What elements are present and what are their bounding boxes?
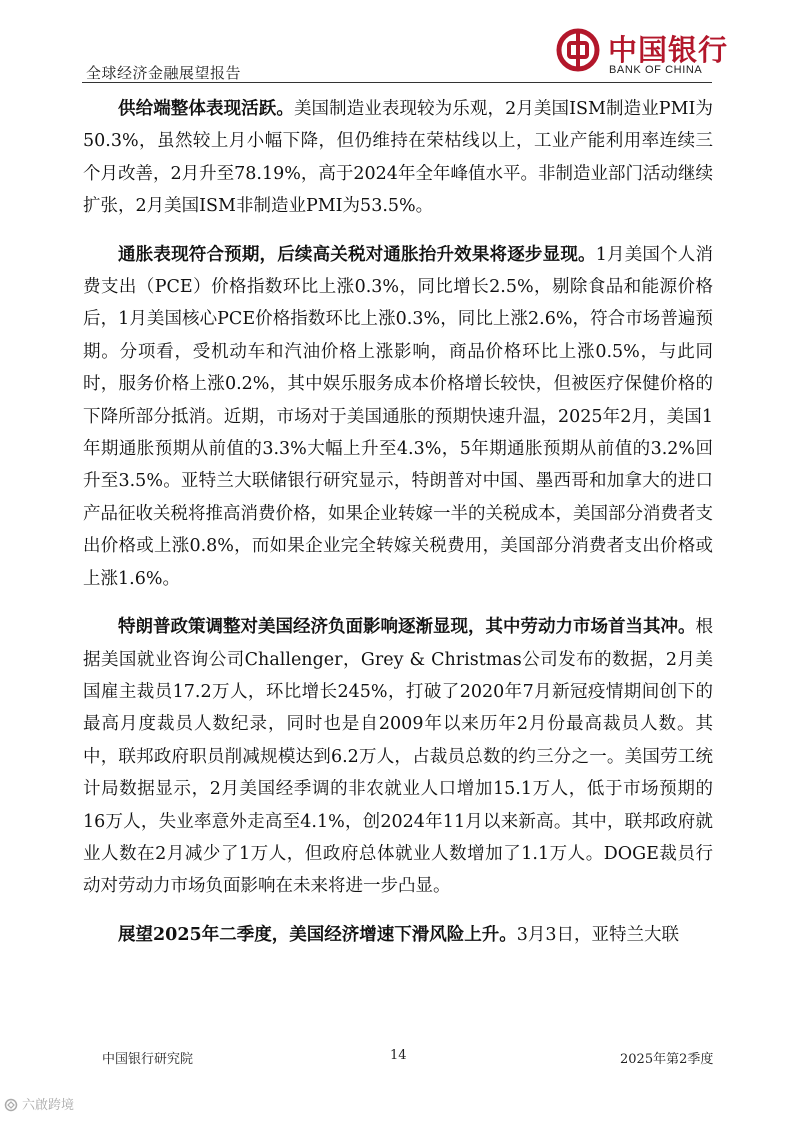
report-title: 全球经济金融展望报告 <box>86 64 242 82</box>
footer-quarter: 2025年第2季度 <box>620 1052 714 1067</box>
paragraph-lead: 展望2025年二季度，美国经济增速下滑风险上升。 <box>118 924 517 945</box>
report-body <box>83 93 713 967</box>
footer-institute: 中国银行研究院 <box>102 1052 194 1067</box>
paragraph-text: 美国制造业表现较为乐观，2月美国ISM制造业PMI为50.3%，虽然较上月小幅下降，但仍维持在荣枯线以上，工业产能利用率连续三个月改善，2月升至78.19%，高于2024年全年峰值水平。非制造业部门活动继续扩张，2月美国ISM非制造业PMI为53.5%。 <box>83 99 714 217</box>
bank-of-china-logo-icon <box>556 28 600 72</box>
paragraph-lead: 特朗普政策调整对美国经济负面影响逐渐显现，其中劳动力市场首当其冲。 <box>118 617 696 638</box>
logo-english-name: BANK OF CHINA <box>609 64 703 76</box>
paragraph-inflation <box>83 239 713 595</box>
watermark <box>4 1094 74 1113</box>
paragraph-text: 1月美国个人消费支出（PCE）价格指数环比上涨0.3%，同比增长2.5%，剔除食品和能源价格后，1月美国核心PCE价格指数环比上涨0.3%，同比上涨2.6%，符合市场普遍预期。分项看，受机动车和汽油价格上涨影响，商品价格环比上涨0.5%，与此同时，服务价格上涨0.2%，其中娱乐服务成本价格增长较快，但被医疗保健价格的下降所部分抵消。近期，市场对于美国通胀的预期快速升温，2025年2月，美国1年期通胀预期从前值的3.3%大幅上升至4.3%，5年期通胀预期从前值的3.2%回升至3.5%。亚特兰大联储银行研究显示，特朗普对中国、墨西哥和加拿大的进口产品征收关税将推高消费价格，如果企业转嫁一半的关税成本，美国部分消费者支出价格或上涨0.8%，而如果企业完全转嫁关税费用，美国部分消费者支出价格或上涨1.6%。 <box>83 244 713 589</box>
paragraph-outlook <box>83 919 713 951</box>
logo-chinese-name: 中国银行 <box>608 33 729 67</box>
paragraph-text: 3月3日，亚特兰大联 <box>516 924 679 945</box>
watermark-text: 六啟跨境 <box>22 1098 75 1113</box>
paragraph-lead: 通胀表现符合预期，后续高关税对通胀抬升效果将逐步显现。 <box>118 244 596 265</box>
header-divider <box>82 82 712 83</box>
paragraph-labor-market <box>83 611 713 903</box>
paragraph-supply <box>83 93 713 223</box>
watermark-logo-icon <box>4 1098 18 1112</box>
paragraph-text: 根据美国就业咨询公司Challenger，Grey & Christmas公司发布的数据，2月美国雇主裁员17.2万人，环比增长245%，打破了2020年7月新冠疫情期间创下的最高月度裁员人数纪录，同时也是自2009年以来历年2月份最高裁员人数。其中，联邦政府职员削减规模达到6.2万人，占裁员总数的约三分之一。美国劳工统计局数据显示，2月美国经季调的非农就业人口增加15.1万人，低于市场预期的16万人，失业率意外走高至4.1%，创2024年11月以来新高。其中，联邦政府就业人数在2月减少了1万人，但政府总体就业人数增加了1.1万人。DOGE裁员行动对劳动力市场负面影响在未来将进一步凸显。 <box>83 617 713 897</box>
page-number: 14 <box>390 1048 407 1063</box>
bank-logo <box>556 26 729 82</box>
paragraph-lead: 供给端整体表现活跃。 <box>118 99 294 119</box>
